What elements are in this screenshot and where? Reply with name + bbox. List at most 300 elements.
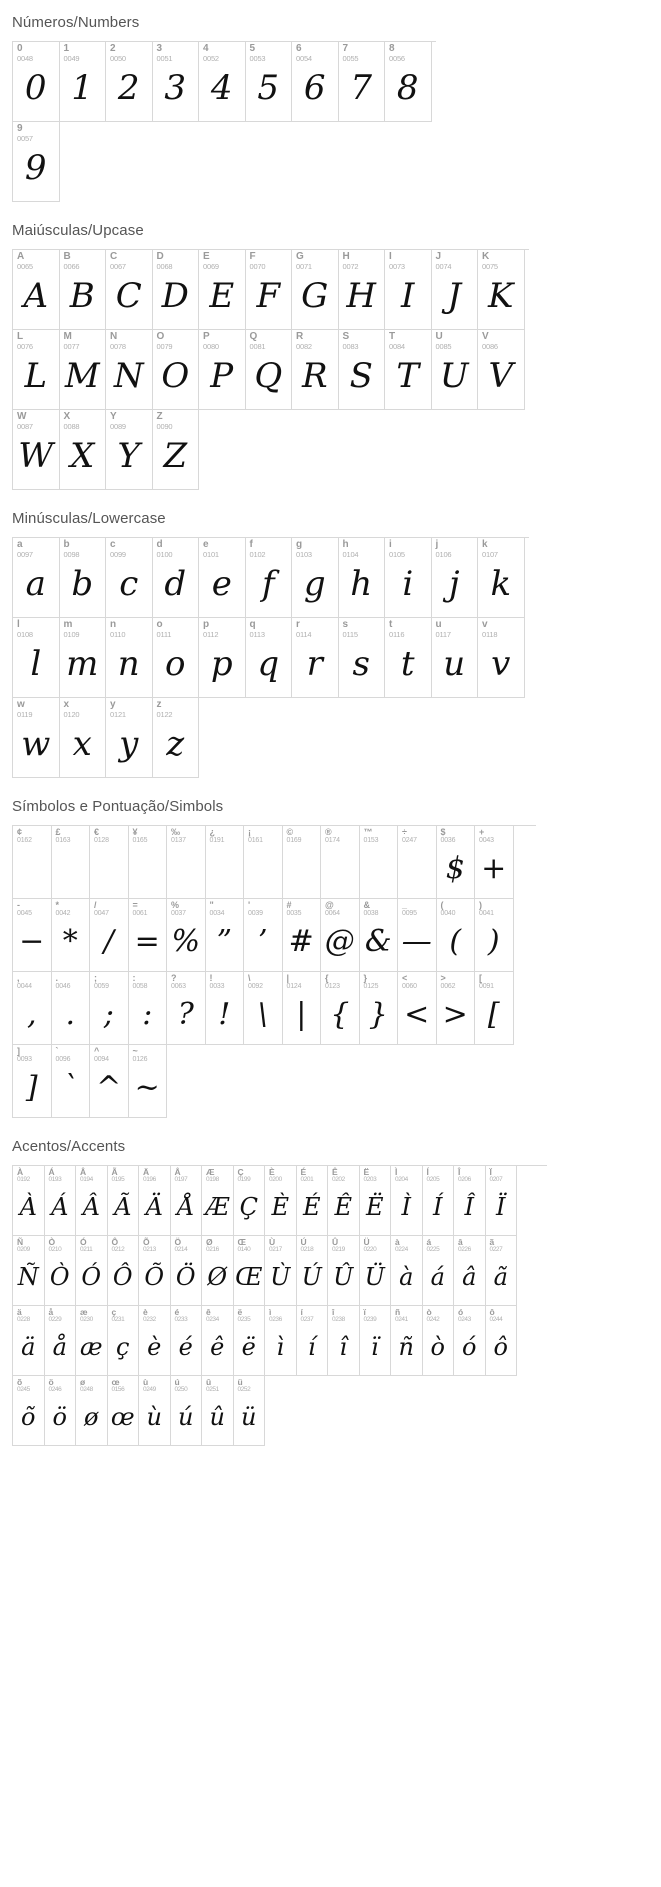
glyph-code-label: 0242 (426, 1315, 440, 1323)
glyph-char-label: h (342, 539, 349, 550)
glyph-char-label: ë (237, 1307, 243, 1317)
glyph-cell[interactable] (234, 1306, 266, 1376)
glyph-char-label: " (209, 900, 214, 910)
glyph-preview: t (400, 644, 415, 685)
glyph-code-label: 0200 (269, 1175, 282, 1183)
glyph-cell[interactable] (385, 250, 432, 330)
glyph-cell[interactable] (486, 1236, 518, 1306)
glyph-cell[interactable] (283, 899, 322, 972)
glyph-cell[interactable] (199, 42, 246, 122)
glyph-cell[interactable] (129, 826, 168, 899)
glyph-cell[interactable] (202, 1376, 234, 1446)
glyph-cell[interactable] (60, 330, 107, 410)
glyph-meta (283, 826, 321, 845)
glyph-char-label: T (389, 331, 396, 342)
glyph-cell[interactable] (206, 826, 245, 899)
glyph-cell[interactable] (432, 618, 479, 698)
glyph-cell[interactable] (360, 1236, 392, 1306)
glyph-cell[interactable] (60, 618, 107, 698)
glyph-cell[interactable] (13, 972, 52, 1045)
glyph-cell[interactable] (199, 618, 246, 698)
glyph-cell[interactable] (76, 1376, 108, 1446)
glyph-cell[interactable] (244, 899, 283, 972)
glyph-code-label: 0066 (63, 261, 80, 271)
glyph-preview: í (307, 1332, 316, 1361)
glyph-cell[interactable] (106, 698, 153, 778)
glyph-code-label: 0122 (156, 709, 173, 719)
glyph-cell[interactable] (153, 330, 200, 410)
glyph-preview (283, 845, 321, 893)
glyph-cell[interactable] (13, 330, 60, 410)
section-title-numbers: Números/Numbers (12, 14, 140, 31)
glyph-preview: o (165, 644, 186, 685)
glyph-cell[interactable] (283, 826, 322, 899)
glyph-preview: ö (52, 1402, 67, 1431)
glyph-code-label: 0063 (171, 983, 186, 991)
glyph-meta (106, 250, 152, 270)
glyph-char-label: Â (80, 1167, 87, 1177)
glyph-char-label: f (249, 539, 253, 550)
glyph-cell[interactable] (244, 826, 283, 899)
glyph-cell[interactable] (13, 1376, 45, 1446)
glyph-preview: Ã (114, 1192, 132, 1221)
glyph-cell[interactable] (360, 826, 399, 899)
glyph-cell[interactable] (385, 42, 432, 122)
glyph-char-label: = (132, 900, 138, 910)
glyph-cell[interactable] (90, 1045, 129, 1118)
glyph-cell[interactable] (45, 1236, 77, 1306)
glyph-cell[interactable] (171, 1376, 203, 1446)
glyph-preview: œ (110, 1402, 135, 1431)
glyph-cell[interactable] (171, 1166, 203, 1236)
glyph-cell[interactable] (60, 42, 107, 122)
glyph-cell[interactable] (297, 1306, 329, 1376)
glyph-char-label: ™ (363, 827, 373, 837)
glyph-cell[interactable] (60, 250, 107, 330)
glyph-meta (292, 250, 338, 270)
glyph-code-label: 0156 (111, 1385, 125, 1393)
glyph-char-label: ê (206, 1307, 211, 1317)
glyph-cell[interactable] (76, 1236, 108, 1306)
glyph-cell[interactable] (45, 1376, 77, 1446)
glyph-preview: * (62, 924, 78, 960)
glyph-cell[interactable] (339, 538, 386, 618)
glyph-meta (45, 1236, 76, 1254)
glyph-cell[interactable] (385, 538, 432, 618)
glyph-cell[interactable] (292, 42, 339, 122)
glyph-cell[interactable] (153, 410, 200, 490)
glyph-meta (321, 826, 359, 845)
glyph-cell[interactable] (360, 1166, 392, 1236)
section-title-accents: Acentos/Accents (12, 1138, 126, 1155)
glyph-cell[interactable] (153, 538, 200, 618)
glyph-preview: N (113, 356, 144, 397)
glyph-cell[interactable] (385, 330, 432, 410)
glyph-code-label: 0239 (363, 1315, 377, 1323)
glyph-cell[interactable] (139, 1306, 171, 1376)
glyph-char-label: ^ (94, 1046, 100, 1056)
glyph-code-label: 0108 (17, 629, 33, 639)
glyph-cell[interactable] (360, 1306, 392, 1376)
glyph-cell[interactable] (52, 1045, 91, 1118)
glyph-code-label: 0121 (110, 709, 126, 719)
glyph-cell[interactable] (153, 618, 200, 698)
glyph-preview: ; (103, 997, 114, 1033)
glyph-code-label: 0238 (332, 1315, 345, 1323)
glyph-cell[interactable] (202, 1306, 234, 1376)
glyph-cell[interactable] (265, 1306, 297, 1376)
glyph-char-label: A (17, 251, 25, 262)
glyph-code-label: 0165 (132, 837, 148, 845)
glyph-char-label: # (286, 900, 292, 910)
glyph-cell[interactable] (90, 972, 129, 1045)
glyph-cell[interactable] (360, 972, 399, 1045)
glyph-meta (360, 826, 398, 845)
glyph-cell[interactable] (475, 899, 514, 972)
glyph-cell[interactable] (321, 899, 360, 972)
section-lowercase (0, 496, 661, 778)
glyph-code-label: 0085 (435, 341, 452, 351)
glyph-cell[interactable] (108, 1236, 140, 1306)
glyph-cell[interactable] (234, 1376, 266, 1446)
glyph-code-label: 0105 (389, 549, 405, 559)
glyph-cell[interactable] (432, 250, 479, 330)
glyph-cell[interactable] (246, 330, 293, 410)
glyph-cell[interactable] (52, 972, 91, 1045)
glyph-grid-symbols (12, 825, 536, 1118)
glyph-meta (385, 618, 431, 638)
glyph-preview: 4 (210, 68, 233, 109)
glyph-meta (153, 698, 199, 718)
glyph-cell[interactable] (292, 538, 339, 618)
glyph-preview: $ (445, 851, 465, 887)
glyph-cell[interactable] (167, 826, 206, 899)
glyph-code-label: 0162 (17, 837, 32, 845)
glyph-char-label: ò (426, 1307, 432, 1317)
glyph-code-label: 0104 (342, 549, 359, 559)
glyph-cell[interactable] (202, 1236, 234, 1306)
glyph-cell[interactable] (129, 972, 168, 1045)
glyph-cell[interactable] (90, 899, 129, 972)
glyph-cell[interactable] (206, 899, 245, 972)
glyph-cell[interactable] (265, 1166, 297, 1236)
glyph-meta (360, 972, 398, 991)
glyph-cell[interactable] (13, 122, 60, 202)
glyph-cell[interactable] (199, 330, 246, 410)
glyph-cell[interactable] (139, 1166, 171, 1236)
glyph-cell[interactable] (339, 330, 386, 410)
glyph-cell[interactable] (385, 618, 432, 698)
glyph-cell[interactable] (171, 1306, 203, 1376)
glyph-cell[interactable] (52, 826, 91, 899)
glyph-meta (265, 1166, 296, 1184)
glyph-code-label: 0111 (156, 629, 172, 639)
glyph-preview: } (368, 997, 388, 1033)
glyph-meta (13, 1166, 44, 1184)
glyph-char-label: o (156, 619, 163, 630)
glyph-cell[interactable] (328, 1306, 360, 1376)
glyph-code-label: 0140 (237, 1245, 251, 1253)
glyph-cell[interactable] (423, 1306, 455, 1376)
glyph-cell[interactable] (432, 538, 479, 618)
glyph-char-label: ü (237, 1377, 243, 1387)
glyph-preview: + (481, 851, 507, 887)
glyph-cell[interactable] (60, 698, 107, 778)
glyph-cell[interactable] (454, 1166, 486, 1236)
glyph-meta (60, 330, 106, 350)
glyph-char-label: € (94, 827, 100, 837)
glyph-cell[interactable] (292, 250, 339, 330)
glyph-cell[interactable] (475, 972, 514, 1045)
glyph-meta (391, 1166, 422, 1184)
glyph-preview: ( (449, 924, 462, 960)
glyph-cell[interactable] (478, 330, 525, 410)
glyph-cell[interactable] (328, 1166, 360, 1236)
glyph-cell[interactable] (478, 538, 525, 618)
glyph-preview: q (257, 644, 280, 685)
glyph-cell[interactable] (106, 330, 153, 410)
glyph-meta (167, 972, 205, 991)
glyph-char-label: ¢ (17, 827, 23, 837)
glyph-code-label: 0126 (132, 1056, 148, 1064)
glyph-code-label: 0199 (237, 1175, 251, 1183)
glyph-preview: T (396, 356, 420, 397)
glyph-code-label: 0052 (203, 53, 219, 63)
glyph-cell[interactable] (265, 1236, 297, 1306)
glyph-cell[interactable] (292, 618, 339, 698)
glyph-cell[interactable] (108, 1376, 140, 1446)
glyph-cell[interactable] (45, 1306, 77, 1376)
glyph-meta (13, 972, 51, 991)
glyph-cell[interactable] (106, 618, 153, 698)
glyph-meta (385, 330, 431, 350)
glyph-char-label: y (110, 699, 116, 710)
glyph-code-label: 0241 (395, 1315, 408, 1323)
glyph-preview (13, 845, 51, 893)
glyph-meta (52, 826, 90, 845)
glyph-cell[interactable] (283, 972, 322, 1045)
glyph-cell[interactable] (475, 826, 514, 899)
glyph-preview: G (301, 276, 329, 317)
glyph-cell[interactable] (13, 826, 52, 899)
glyph-cell[interactable] (13, 42, 60, 122)
glyph-cell[interactable] (13, 618, 60, 698)
glyph-meta (13, 42, 59, 62)
glyph-cell[interactable] (486, 1166, 518, 1236)
glyph-meta (206, 826, 244, 845)
glyph-cell[interactable] (106, 250, 153, 330)
glyph-meta (398, 899, 436, 918)
glyph-meta (13, 410, 59, 430)
glyph-cell[interactable] (153, 42, 200, 122)
glyph-cell[interactable] (76, 1166, 108, 1236)
glyph-code-label: 0083 (342, 341, 359, 351)
glyph-char-label: & (363, 900, 370, 910)
glyph-meta (423, 1236, 454, 1254)
glyph-char-label: Ó (80, 1237, 87, 1247)
glyph-char-label: ; (94, 973, 97, 983)
glyph-cell[interactable] (423, 1166, 455, 1236)
glyph-cell[interactable] (129, 899, 168, 972)
glyph-cell[interactable] (391, 1236, 423, 1306)
glyph-cell[interactable] (199, 250, 246, 330)
glyph-cell[interactable] (486, 1306, 518, 1376)
glyph-cell[interactable] (206, 972, 245, 1045)
glyph-cell[interactable] (202, 1166, 234, 1236)
glyph-cell[interactable] (106, 410, 153, 490)
glyph-char-label: ã (489, 1237, 495, 1247)
glyph-meta (321, 972, 359, 991)
glyph-cell[interactable] (246, 618, 293, 698)
glyph-preview: É (302, 1192, 321, 1221)
glyph-char-label: K (482, 251, 490, 262)
glyph-cell[interactable] (321, 972, 360, 1045)
glyph-cell[interactable] (153, 698, 200, 778)
glyph-char-label: u (435, 619, 442, 630)
glyph-cell[interactable] (139, 1236, 171, 1306)
glyph-cell[interactable] (423, 1236, 455, 1306)
glyph-cell[interactable] (108, 1306, 140, 1376)
glyph-cell[interactable] (13, 698, 60, 778)
glyph-code-label: 0072 (342, 261, 359, 271)
glyph-code-label: 0086 (482, 341, 498, 351)
glyph-cell[interactable] (108, 1166, 140, 1236)
glyph-char-label: Z (156, 411, 163, 422)
glyph-cell[interactable] (13, 1045, 52, 1118)
glyph-preview: À (19, 1192, 37, 1221)
glyph-cell[interactable] (13, 1236, 45, 1306)
glyph-cell[interactable] (398, 899, 437, 972)
glyph-preview: ï (370, 1332, 379, 1361)
glyph-code-label: 0038 (363, 910, 379, 918)
glyph-meta (106, 698, 152, 718)
glyph-cell[interactable] (60, 410, 107, 490)
glyph-code-label: 0097 (17, 549, 33, 559)
glyph-cell[interactable] (454, 1306, 486, 1376)
glyph-cell[interactable] (339, 250, 386, 330)
glyph-cell[interactable] (167, 899, 206, 972)
glyph-cell[interactable] (171, 1236, 203, 1306)
glyph-cell[interactable] (60, 538, 107, 618)
glyph-cell[interactable] (129, 1045, 168, 1118)
glyph-code-label: 0087 (17, 421, 33, 431)
glyph-code-label: 0169 (286, 837, 302, 845)
glyph-cell[interactable] (13, 538, 60, 618)
glyph-code-label: 0237 (300, 1315, 314, 1323)
glyph-meta (13, 1306, 44, 1324)
glyph-preview: Œ (235, 1262, 263, 1291)
glyph-cell[interactable] (297, 1166, 329, 1236)
glyph-cell[interactable] (106, 538, 153, 618)
glyph-cell[interactable] (234, 1166, 266, 1236)
glyph-char-label: g (296, 539, 303, 550)
glyph-char-label: Å (174, 1167, 181, 1177)
glyph-cell[interactable] (139, 1376, 171, 1446)
glyph-preview: & (364, 924, 392, 960)
glyph-preview: = (134, 924, 160, 960)
glyph-cell[interactable] (45, 1166, 77, 1236)
glyph-char-label: R (296, 331, 304, 342)
glyph-char-label: V (482, 331, 489, 342)
glyph-char-label: : (132, 973, 136, 983)
glyph-cell[interactable] (398, 826, 437, 899)
glyph-cell[interactable] (437, 826, 476, 899)
glyph-cell[interactable] (13, 250, 60, 330)
glyph-char-label: 8 (389, 43, 395, 54)
glyph-char-label: Ë (363, 1167, 370, 1177)
glyph-cell[interactable] (234, 1236, 266, 1306)
glyph-cell[interactable] (76, 1306, 108, 1376)
glyph-cell[interactable] (398, 972, 437, 1045)
glyph-cell[interactable] (391, 1306, 423, 1376)
glyph-cell[interactable] (13, 410, 60, 490)
glyph-meta (167, 826, 205, 845)
glyph-char-label: i (389, 539, 392, 550)
glyph-preview: Ñ (17, 1262, 39, 1291)
glyph-cell[interactable] (437, 899, 476, 972)
glyph-cell[interactable] (246, 42, 293, 122)
glyph-meta (478, 618, 524, 638)
glyph-cell[interactable] (454, 1236, 486, 1306)
glyph-cell[interactable] (52, 899, 91, 972)
glyph-cell[interactable] (297, 1236, 329, 1306)
glyph-preview: ! (218, 997, 231, 1033)
glyph-char-label: Q (249, 331, 258, 342)
glyph-cell[interactable] (478, 618, 525, 698)
glyph-cell[interactable] (437, 972, 476, 1045)
glyph-code-label: 0250 (174, 1385, 188, 1393)
glyph-cell[interactable] (246, 538, 293, 618)
glyph-cell[interactable] (90, 826, 129, 899)
glyph-cell[interactable] (391, 1166, 423, 1236)
glyph-cell[interactable] (153, 250, 200, 330)
glyph-grid-lowercase (12, 537, 529, 778)
glyph-cell[interactable] (244, 972, 283, 1045)
glyph-preview: X (70, 436, 95, 477)
glyph-meta (108, 1306, 139, 1324)
glyph-cell[interactable] (13, 1166, 45, 1236)
glyph-cell[interactable] (13, 899, 52, 972)
glyph-cell[interactable] (339, 618, 386, 698)
glyph-cell[interactable] (339, 42, 386, 122)
glyph-cell[interactable] (199, 538, 246, 618)
glyph-preview: â (462, 1262, 477, 1291)
glyph-char-label: Ô (111, 1237, 119, 1247)
glyph-meta (13, 122, 59, 142)
glyph-cell[interactable] (106, 42, 153, 122)
glyph-cell[interactable] (167, 972, 206, 1045)
glyph-meta (437, 826, 475, 845)
glyph-cell[interactable] (246, 250, 293, 330)
glyph-cell[interactable] (13, 1306, 45, 1376)
glyph-code-label: 0234 (206, 1315, 219, 1323)
glyph-cell[interactable] (292, 330, 339, 410)
glyph-code-label: 0101 (203, 549, 219, 559)
glyph-char-label: © (286, 827, 294, 837)
glyph-cell[interactable] (432, 330, 479, 410)
glyph-preview: Q (254, 356, 283, 397)
glyph-cell[interactable] (328, 1236, 360, 1306)
glyph-cell[interactable] (321, 826, 360, 899)
glyph-cell[interactable] (478, 250, 525, 330)
glyph-preview (206, 845, 244, 893)
glyph-preview: ] (25, 1070, 38, 1106)
glyph-char-label: ¿ (209, 827, 215, 837)
glyph-code-label: 0163 (55, 837, 71, 845)
glyph-cell[interactable] (360, 899, 399, 972)
glyph-preview: d (164, 564, 187, 605)
glyph-code-label: 0053 (249, 53, 266, 63)
